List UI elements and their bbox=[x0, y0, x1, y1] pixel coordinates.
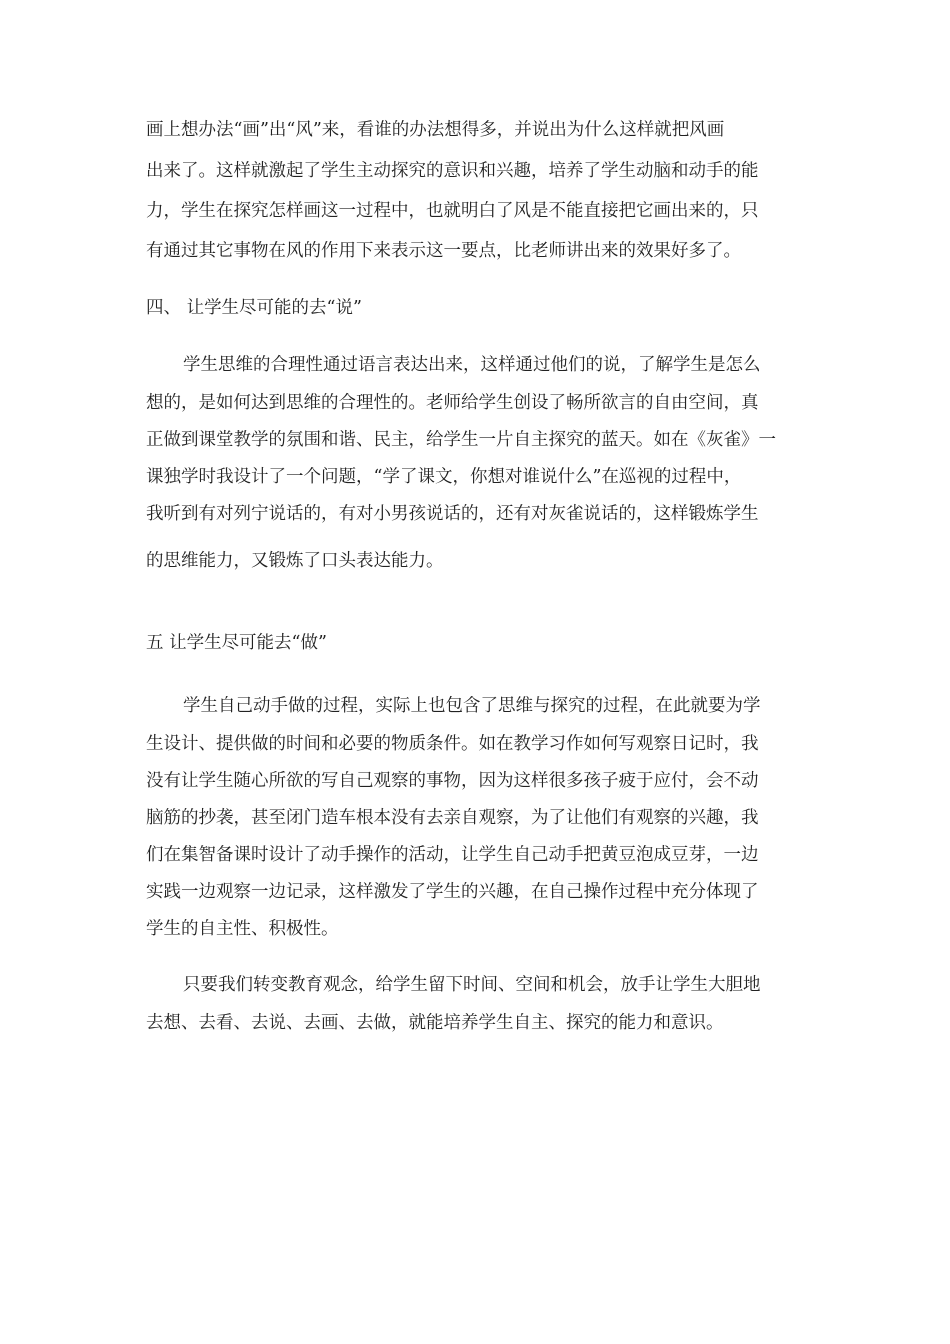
paragraph-line: 画上想办法“画”出“风”来，看谁的办法想得多，并说出为什么这样就把风画 bbox=[146, 120, 725, 140]
paragraph-line: 实践一边观察一边记录，这样激发了学生的兴趣，在自己操作过程中充分体现了 bbox=[146, 882, 759, 902]
paragraph-line: 没有让学生随心所欲的写自己观察的事物，因为这样很多孩子疲于应付，会不动 bbox=[146, 771, 759, 791]
section-heading-5: 五 让学生尽可能去“做” bbox=[146, 633, 327, 653]
paragraph-line: 出来了。这样就激起了学生主动探究的意识和兴趣，培养了学生动脑和动手的能 bbox=[146, 161, 759, 181]
paragraph-line: 我听到有对列宁说话的，有对小男孩说话的，还有对灰雀说话的，这样锻炼学生 bbox=[146, 504, 759, 524]
paragraph-line: 想的，是如何达到思维的合理性的。老师给学生创设了畅所欲言的自由空间，真 bbox=[146, 393, 759, 413]
paragraph-line: 学生思维的合理性通过语言表达出来，这样通过他们的说，了解学生是怎么 bbox=[183, 355, 761, 375]
paragraph-line: 有通过其它事物在风的作用下来表示这一要点，比老师讲出来的效果好多了。 bbox=[146, 241, 741, 261]
paragraph-line: 课独学时我设计了一个问题，“学了课文，你想对谁说什么”在巡视的过程中， bbox=[146, 467, 742, 487]
paragraph-line: 的思维能力，又锻炼了口头表达能力。 bbox=[146, 551, 444, 571]
paragraph-line: 脑筋的抄袭，甚至闭门造车根本没有去亲自观察，为了让他们有观察的兴趣，我 bbox=[146, 808, 759, 828]
paragraph-line: 去想、去看、去说、去画、去做，就能培养学生自主、探究的能力和意识。 bbox=[146, 1013, 724, 1033]
paragraph-line: 只要我们转变教育观念，给学生留下时间、空间和机会，放手让学生大胆地 bbox=[183, 975, 761, 995]
paragraph-line: 学生自己动手做的过程，实际上也包含了思维与探究的过程，在此就要为学 bbox=[183, 696, 761, 716]
paragraph-line: 力，学生在探究怎样画这一过程中，也就明白了风是不能直接把它画出来的，只 bbox=[146, 201, 759, 221]
paragraph-line: 们在集智备课时设计了动手操作的活动，让学生自己动手把黄豆泡成豆芽，一边 bbox=[146, 845, 759, 865]
paragraph-line: 生设计、提供做的时间和必要的物质条件。如在教学习作如何写观察日记时，我 bbox=[146, 734, 759, 754]
paragraph-line: 正做到课堂教学的氛围和谐、民主，给学生一片自主探究的蓝天。如在《灰雀》一 bbox=[146, 430, 776, 450]
paragraph-line: 学生的自主性、积极性。 bbox=[146, 919, 339, 939]
section-heading-4: 四、 让学生尽可能的去“说” bbox=[146, 298, 362, 318]
